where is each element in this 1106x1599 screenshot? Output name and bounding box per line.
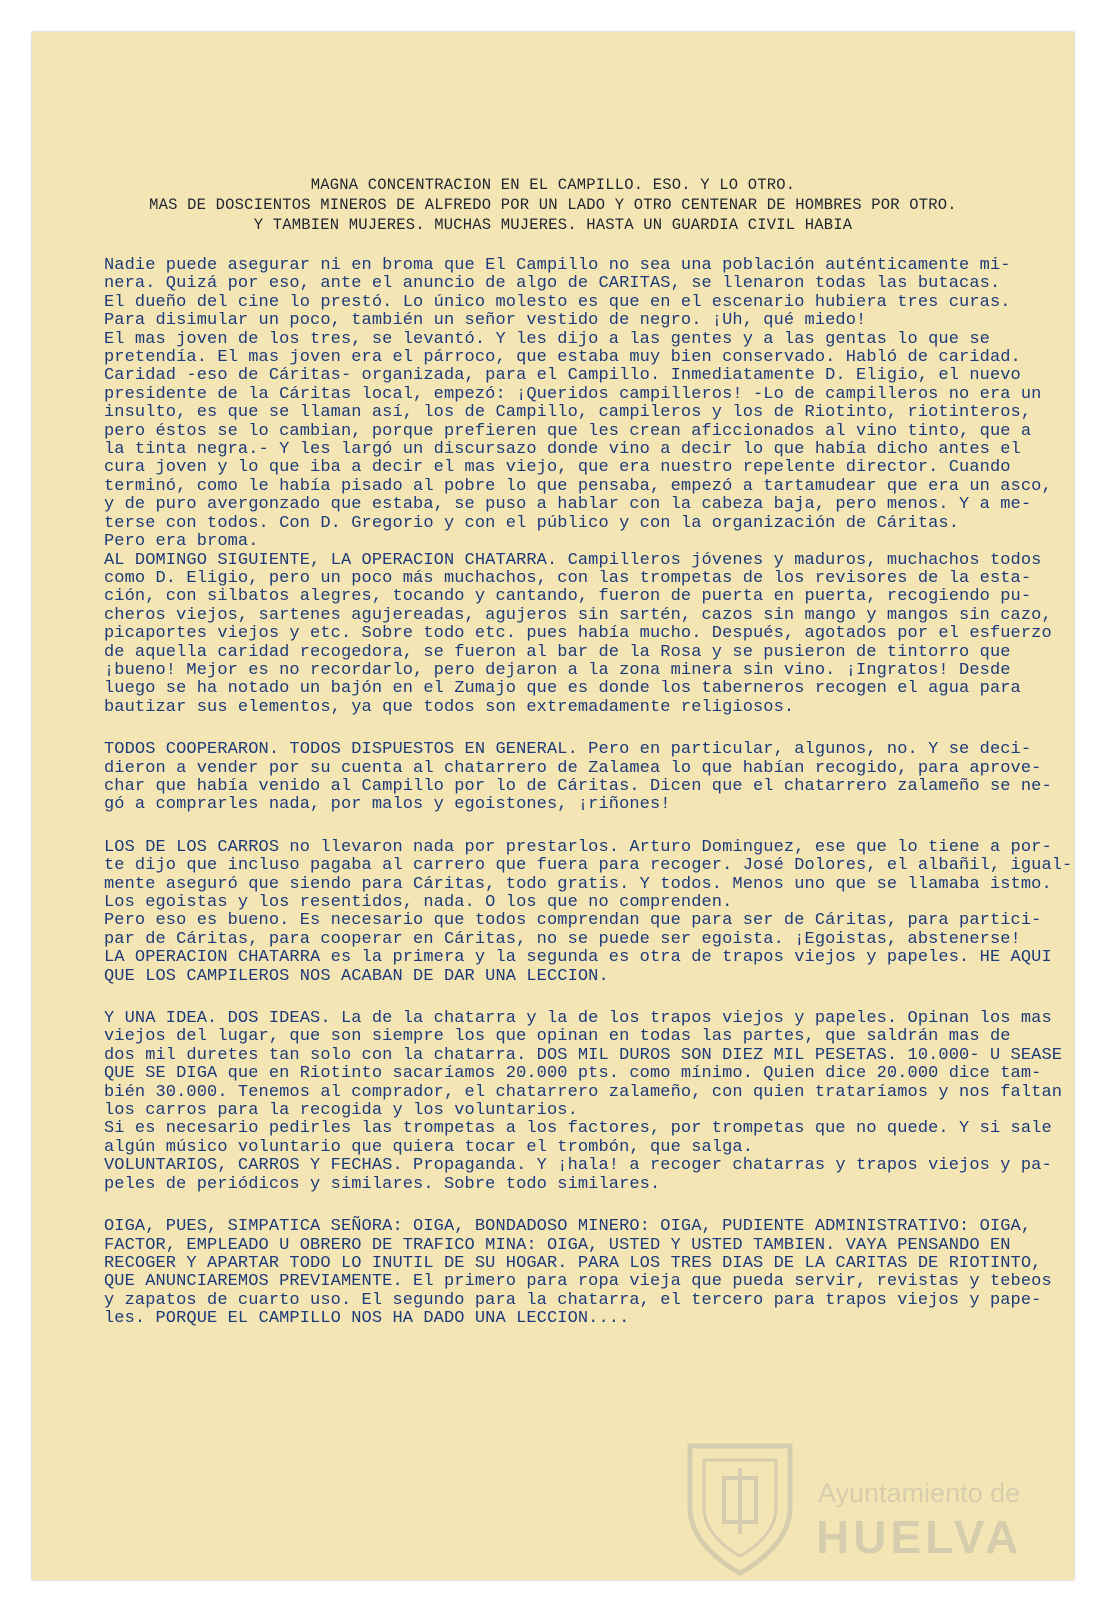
paragraph: [104, 837, 1073, 986]
text-line: LA OPERACION CHATARRA es la primera y la segunda es otra de trapos viejos y papeles. HE AQUI: [104, 948, 1052, 968]
document-headline: [32, 175, 1074, 235]
text-line: peles de periódicos y similares. Sobre todo similares.: [104, 1174, 661, 1194]
text-line: y de puro avergonzado que estaba, se puso a hablar con la cabeza baja, pero menos. Y a me-: [104, 495, 1032, 515]
watermark-huelva: HUELVA: [816, 1511, 1023, 1563]
text-line: dieron a vender por su cuenta al chatarrero de Zalamea lo que habían recogido, para aprove-: [104, 758, 1042, 778]
text-line: bautizar sus elementos, ya que todos son extremadamente religiosos.: [104, 697, 795, 717]
text-line: la tinta negra.- Y les largó un discursazo donde vino a decir lo que había dicho antes el: [104, 440, 1021, 460]
text-line: Para disimular un poco, también un señor vestido de negro. ¡Uh, qué miedo!: [104, 311, 867, 331]
document-page: [32, 32, 1074, 1580]
text-line: te dijo que incluso pagaba al carrero que fuera para recoger. José Dolores, el albañil, igual-: [104, 856, 1073, 876]
watermark-ayuntamiento: Ayuntamiento de: [818, 1478, 1021, 1508]
text-line: TODOS COOPERARON. TODOS DISPUESTOS EN GENERAL. Pero en particular, algunos, no. Y se deci-: [104, 740, 1032, 760]
text-line: Caridad -eso de Cáritas- organizada, para el Campillo. Inmediatamente D. Eligio, el nuevo: [104, 366, 1021, 386]
text-line: los carros para la recogida y los voluntarios.: [104, 1101, 578, 1121]
text-line: y zapatos de cuarto uso. El segundo para la chatarra, el tercero para trapos viejos y pape-: [104, 1290, 1042, 1310]
text-line: QUE LOS CAMPILEROS NOS ACABAN DE DAR UNA LECCION.: [104, 966, 609, 986]
paragraph-gap: [104, 986, 1064, 1010]
paragraph: [104, 741, 1064, 815]
text-line: AL DOMINGO SIGUIENTE, LA OPERACION CHATARRA. Campilleros jóvenes y maduros, muchachos todos: [104, 550, 1042, 570]
text-line: OIGA, PUES, SIMPATICA SEÑORA: OIGA, BONDADOSO MINERO: OIGA, PUDIENTE ADMINISTRATIVO: OIGA,: [104, 1217, 1032, 1237]
ayuntamiento-huelva-watermark: [680, 1438, 1060, 1578]
headline-line-2: MAS DE DOSCIENTOS MINEROS DE ALFREDO POR UN LADO Y OTRO CENTENAR DE HOMBRES POR OTRO.: [149, 196, 957, 214]
headline-line-3: Y TAMBIEN MUJERES. MUCHAS MUJERES. HASTA UN GUARDIA CIVIL HABIA: [253, 216, 853, 234]
coat-of-arms-icon: [680, 1438, 800, 1578]
paragraph-gap: [104, 1194, 1064, 1218]
text-line: Pero eso es bueno. Es necesario que todos comprendan que para ser de Cáritas, para partici-: [104, 911, 1042, 931]
text-line: QUE SE DIGA que en Riotinto sacaríamos 20.000 pts. como mínimo. Quien dice 20.000 dice tam-: [104, 1064, 1042, 1084]
text-line: El dueño del cine lo prestó. Lo único molesto es que en el escenario hubiera tres curas.: [104, 292, 1011, 312]
text-line: gó a comprarles nada, por malos y egoistones, ¡riñones!: [104, 795, 671, 815]
text-line: cheros viejos, sartenes agujereadas, agujeros sin sartén, cazos sin mango y mangos sin cazo,: [104, 605, 1052, 625]
text-line: FACTOR, EMPLEADO U OBRERO DE TRAFICO MINA: OIGA, USTED Y USTED TAMBIEN. VAYA PENSANDO EN: [104, 1235, 1011, 1255]
text-line: nera. Quizá por eso, ante el anuncio de algo de CARITAS, se llenaron todas las butacas.: [104, 274, 1001, 294]
paragraph: [104, 1218, 1064, 1328]
text-line: LOS DE LOS CARROS no llevaron nada por prestarlos. Arturo Dominguez, ese que lo tiene a por-: [104, 837, 1052, 857]
text-line: pero éstos se lo cambian, porque prefieren que les crean aficcionados al vino tinto, que a: [104, 421, 1032, 441]
paragraph-gap: [104, 815, 1064, 839]
text-line: Y UNA IDEA. DOS IDEAS. La de la chatarra y la de los trapos viejos y papeles. Opinan los mas: [104, 1009, 1052, 1029]
text-line: insulto, es que se llaman así, los de Campillo, campileros y los de Riotinto, riotinteros,: [104, 403, 1032, 423]
text-line: El mas joven de los tres, se levantó. Y les dijo a las gentes y a las gentas lo que se: [104, 329, 990, 349]
text-line: cura joven y lo que iba a decir el mas viejo, que era nuestro repelente director. Cuando: [104, 458, 1011, 478]
text-line: char que había venido al Campillo por lo de Cáritas. Dicen que el chatarrero zalameño se ne-: [104, 776, 1052, 796]
text-line: terminó, como le había pisado al pobre lo que pensaba, empezó a tartamudear que era un asco,: [104, 476, 1052, 496]
paragraph-gap: [104, 717, 1064, 741]
text-line: Si es necesario pedirles las trompetas a los factores, por trompetas que no quede. Y si sale: [104, 1119, 1052, 1139]
text-line: RECOGER Y APARTAR TODO LO INUTIL DE SU HOGAR. PARA LOS TRES DIAS DE LA CARITAS DE RIOTINTO,: [104, 1253, 1042, 1273]
text-line: Pero era broma.: [104, 532, 259, 552]
paragraph: [104, 1010, 1064, 1194]
text-line: como D. Eligio, pero un poco más muchachos, con las trompetas de los revisores de la esta-: [104, 568, 1032, 588]
text-line: dos mil duretes tan solo con la chatarra. DOS MIL DUROS SON DIEZ MIL PESETAS. 10.000- U SEASE: [104, 1045, 1063, 1065]
text-line: bién 30.000. Tenemos al comprador, el chatarrero zalameño, con quien trataríamos y nos faltan: [104, 1082, 1063, 1102]
text-line: QUE ANUNCIAREMOS PREVIAMENTE. El primero para ropa vieja que pueda servir, revistas y tebeos: [104, 1272, 1052, 1292]
text-line: picaportes viejos y etc. Sobre todo etc. pues había mucho. Después, agotados por el esfuerzo: [104, 624, 1052, 644]
paragraph: [104, 257, 1064, 717]
text-line: mente aseguró que siendo para Cáritas, todo gratis. Y todos. Menos uno que se llamaba istmo.: [104, 874, 1052, 894]
text-line: ¡bueno! Mejor es no recordarlo, pero dejaron a la zona minera sin vino. ¡Ingratos! Desde: [104, 660, 1011, 680]
text-line: viejos del lugar, que son siempre los que opinan en todas las partes, que saldrán mas de: [104, 1027, 1011, 1047]
text-line: ción, con silbatos alegres, tocando y cantando, fueron de puerta en puerta, recogiendo pu-: [104, 587, 1032, 607]
text-line: par de Cáritas, para cooperar en Cáritas, no se puede ser egoista. ¡Egoistas, abstenerse!: [104, 929, 1021, 949]
headline-line-1: MAGNA CONCENTRACION EN EL CAMPILLO. ESO. Y LO OTRO.: [310, 176, 796, 194]
text-line: Los egoistas y los resentidos, nada. O los que no comprenden.: [104, 893, 733, 912]
text-line: terse con todos. Con D. Gregorio y con el público y con la organización de Cáritas.: [104, 513, 960, 533]
text-line: VOLUNTARIOS, CARROS Y FECHAS. Propaganda. Y ¡hala! a recoger chatarras y trapos viejos y pa-: [104, 1156, 1052, 1176]
text-line: algún músico voluntario que quiera tocar el trombón, que salga.: [104, 1137, 754, 1157]
text-line: Nadie puede asegurar ni en broma que El Campillo no sea una población auténticamente mi-: [104, 256, 1011, 275]
text-line: presidente de la Cáritas local, empezó: ¡Queridos campilleros! -Lo de campilleros no era un: [104, 384, 1042, 404]
text-line: les. PORQUE EL CAMPILLO NOS HA DADO UNA LECCION....: [104, 1309, 630, 1329]
text-line: de aquella caridad recogedora, se fueron al bar de la Rosa y se pusieron de tintorro que: [104, 642, 1011, 662]
document-body: [104, 256, 1073, 1329]
text-line: luego se ha notado un bajón en el Zumajo que es donde los taberneros recogen el agua para: [104, 679, 1021, 699]
text-line: pretendía. El mas joven era el párroco, que estaba muy bien conservado. Habló de caridad.: [104, 348, 1021, 368]
